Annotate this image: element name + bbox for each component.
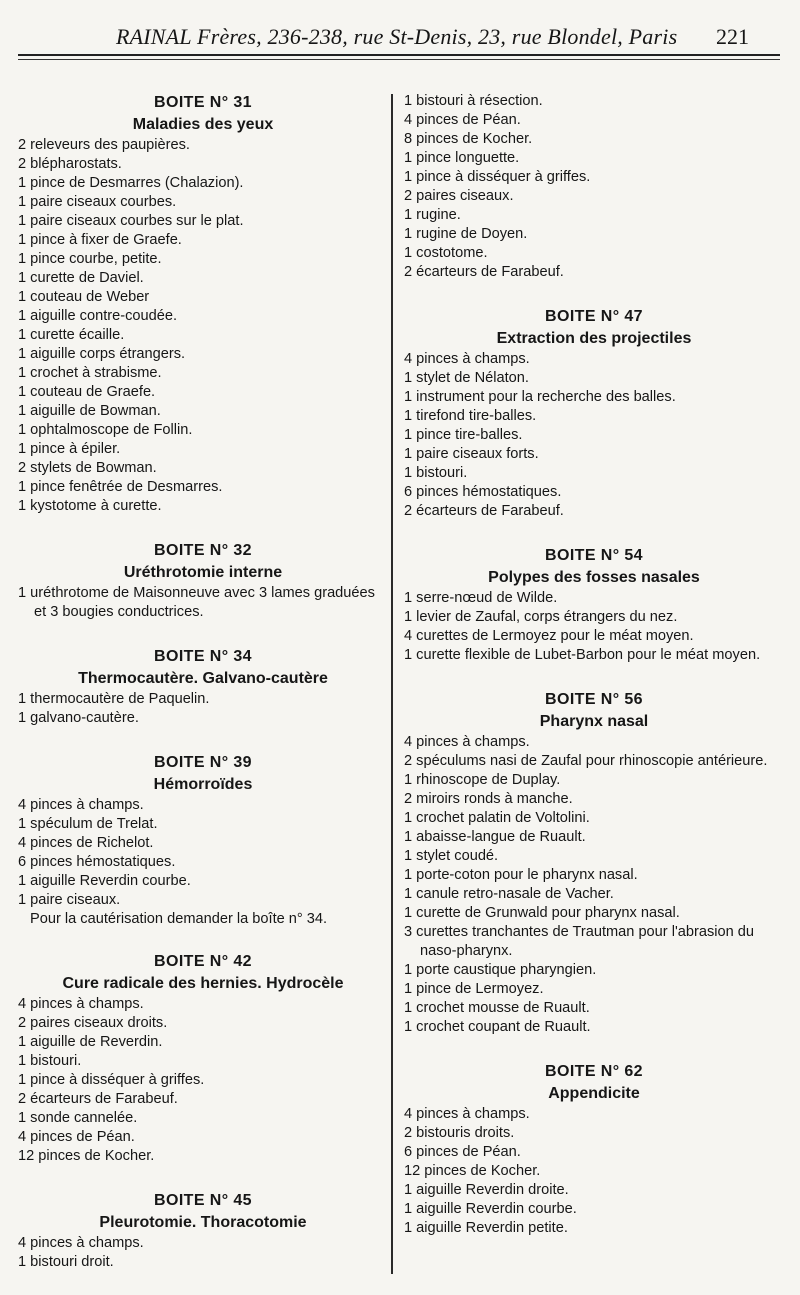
box-subtitle: Appendicite	[548, 1085, 640, 1102]
list-item: 1 pince courbe, petite.	[18, 251, 162, 267]
list-item: 1 crochet mousse de Ruault.	[404, 1000, 590, 1016]
list-item: 2 spéculums nasi de Zaufal pour rhinoscopie antérieure.	[404, 753, 768, 769]
box-subtitle: Pharynx nasal	[539, 713, 649, 730]
list-item: 2 miroirs ronds à manche.	[404, 791, 573, 807]
list-item: 2 paires ciseaux.	[404, 188, 514, 204]
list-item: 1 pince à fixer de Graefe.	[18, 232, 182, 248]
list-item: 1 stylet coudé.	[404, 848, 499, 864]
list-item: 1 paire ciseaux.	[18, 892, 121, 908]
box-subtitle: Maladies des yeux	[132, 116, 274, 133]
list-item: 1 porte-coton pour le pharynx nasal.	[404, 867, 638, 883]
item-list	[404, 1105, 784, 1238]
item-list	[404, 589, 784, 665]
box-62	[404, 1061, 784, 1238]
list-item: 1 spéculum de Trelat.	[18, 816, 158, 832]
list-item: 1 paire ciseaux courbes.	[18, 194, 177, 210]
list-item: 1 aiguille corps étrangers.	[18, 346, 186, 362]
list-item: 4 pinces à champs.	[404, 734, 530, 750]
list-item: 1 galvano-cautère.	[18, 710, 139, 726]
box-45	[18, 1190, 388, 1272]
box-subtitle: Uréthrotomie interne	[123, 564, 283, 581]
item-list	[18, 690, 388, 728]
list-item: 1 paire ciseaux forts.	[404, 446, 539, 462]
list-item: 1 aiguille Reverdin courbe.	[404, 1201, 577, 1217]
item-list	[18, 584, 388, 622]
list-item: 1 pince de Lermoyez.	[404, 981, 544, 997]
list-item: 2 paires ciseaux droits.	[18, 1015, 168, 1031]
list-item: 1 rugine de Doyen.	[404, 226, 528, 242]
list-item: 1 tirefond tire-balles.	[404, 408, 537, 424]
item-list	[404, 92, 784, 282]
running-title: RAINAL Frères, 236-238, rue St-Denis, 23, rue Blondel, Paris	[116, 24, 678, 49]
box-subtitle: Pleurotomie. Thoracotomie	[99, 1214, 307, 1231]
box-subtitle: Polypes des fosses nasales	[488, 569, 700, 586]
item-list	[18, 136, 388, 516]
list-item: 1 uréthrotome de Maisonneuve avec 3 lames graduées et 3 bougies conductrices.	[18, 585, 375, 620]
box-title: BOITE N° 32	[154, 542, 252, 559]
box-54	[404, 545, 784, 665]
list-item: 1 pince longuette.	[404, 150, 520, 166]
list-item: 1 aiguille Reverdin petite.	[404, 1220, 568, 1236]
list-item: 1 ophtalmoscope de Follin.	[18, 422, 193, 438]
box-45-continued	[404, 92, 784, 282]
list-item: 1 aiguille contre-coudée.	[18, 308, 178, 324]
box-title: BOITE N° 56	[545, 691, 643, 708]
list-item: 1 pince fenêtrée de Desmarres.	[18, 479, 223, 495]
box-title: BOITE N° 45	[154, 1192, 252, 1209]
list-item: 4 curettes de Lermoyez pour le méat moyen.	[404, 628, 694, 644]
list-item: 6 pinces hémostatiques.	[404, 484, 562, 500]
header-rule-thin	[18, 59, 780, 60]
list-item: 1 curette de Grunwald pour pharynx nasal.	[404, 905, 680, 921]
list-item: 1 rhinoscope de Duplay.	[404, 772, 561, 788]
list-item: 4 pinces de Péan.	[18, 1129, 135, 1145]
item-list	[404, 733, 784, 1037]
list-item: 1 bistouri.	[18, 1053, 82, 1069]
box-subtitle: Extraction des projectiles	[496, 330, 692, 347]
list-item: 4 pinces à champs.	[404, 1106, 530, 1122]
list-item: 4 pinces de Péan.	[404, 112, 521, 128]
item-list	[18, 1234, 388, 1272]
column-divider	[391, 94, 393, 1274]
right-column	[404, 92, 784, 1238]
box-39	[18, 752, 388, 929]
list-item: 1 crochet à strabisme.	[18, 365, 162, 381]
list-item: 2 stylets de Bowman.	[18, 460, 157, 476]
list-item: 1 rugine.	[404, 207, 461, 223]
list-item: 1 pince à épiler.	[18, 441, 121, 457]
box-title: BOITE N° 62	[545, 1063, 643, 1080]
list-item: 1 crochet palatin de Voltolini.	[404, 810, 590, 826]
list-item: 4 pinces à champs.	[404, 351, 530, 367]
item-list	[404, 350, 784, 521]
list-item: 1 pince à disséquer à griffes.	[18, 1072, 205, 1088]
list-item: 1 costotome.	[404, 245, 488, 261]
list-item: 1 pince à disséquer à griffes.	[404, 169, 591, 185]
list-item: 1 porte caustique pharyngien.	[404, 962, 597, 978]
list-item: 1 abaisse-langue de Ruault.	[404, 829, 586, 845]
list-item: 12 pinces de Kocher.	[18, 1148, 155, 1164]
list-item: 1 aiguille de Bowman.	[18, 403, 161, 419]
box-subtitle: Hémorroïdes	[153, 776, 253, 793]
box-title: BOITE N° 34	[154, 648, 252, 665]
box-subtitle: Thermocautère. Galvano-cautère	[78, 670, 328, 687]
box-note: Pour la cautérisation demander la boîte n° 34.	[30, 911, 328, 927]
header-rule	[18, 54, 780, 56]
list-item: 1 bistouri droit.	[18, 1254, 114, 1270]
list-item: 1 curette écaille.	[18, 327, 125, 343]
list-item: 1 stylet de Nélaton.	[404, 370, 529, 386]
list-item: 2 écarteurs de Farabeuf.	[404, 264, 564, 280]
list-item: 4 pinces à champs.	[18, 797, 144, 813]
list-item: 4 pinces de Richelot.	[18, 835, 154, 851]
list-item: 1 instrument pour la recherche des balles.	[404, 389, 676, 405]
list-item: 1 aiguille de Reverdin.	[18, 1034, 163, 1050]
list-item: 2 écarteurs de Farabeuf.	[404, 503, 564, 519]
list-item: 1 aiguille Reverdin droite.	[404, 1182, 569, 1198]
box-title: BOITE N° 39	[154, 754, 252, 771]
box-title: BOITE N° 54	[545, 547, 643, 564]
box-title: BOITE N° 47	[545, 308, 643, 325]
page-header	[0, 18, 800, 58]
list-item: 3 curettes tranchantes de Trautman pour l'abrasion du naso-pharynx.	[404, 924, 755, 959]
list-item: 8 pinces de Kocher.	[404, 131, 533, 147]
box-56	[404, 689, 784, 1037]
list-item: 1 bistouri à résection.	[404, 93, 543, 109]
box-34	[18, 646, 388, 728]
list-item: 1 sonde cannelée.	[18, 1110, 138, 1126]
list-item: 1 bistouri.	[404, 465, 468, 481]
list-item: 2 blépharostats.	[18, 156, 122, 172]
box-31	[18, 92, 388, 516]
item-list	[18, 796, 388, 910]
list-item: 1 aiguille Reverdin courbe.	[18, 873, 191, 889]
list-item: 2 releveurs des paupières.	[18, 137, 190, 153]
box-47	[404, 306, 784, 521]
list-item: 2 écarteurs de Farabeuf.	[18, 1091, 178, 1107]
list-item: 1 paire ciseaux courbes sur le plat.	[18, 213, 244, 229]
list-item: 1 curette de Daviel.	[18, 270, 144, 286]
list-item: 1 curette flexible de Lubet-Barbon pour le méat moyen.	[404, 647, 761, 663]
list-item: 4 pinces à champs.	[18, 1235, 144, 1251]
list-item: 2 bistouris droits.	[404, 1125, 515, 1141]
box-title: BOITE N° 42	[154, 953, 252, 970]
list-item: 1 kystotome à curette.	[18, 498, 162, 514]
list-item: 6 pinces hémostatiques.	[18, 854, 176, 870]
list-item: 1 levier de Zaufal, corps étrangers du nez.	[404, 609, 678, 625]
list-item: 1 pince de Desmarres (Chalazion).	[18, 175, 244, 191]
list-item: 1 pince tire-balles.	[404, 427, 523, 443]
list-item: 6 pinces de Péan.	[404, 1144, 521, 1160]
box-32	[18, 540, 388, 622]
list-item: 1 serre-nœud de Wilde.	[404, 590, 558, 606]
box-subtitle: Cure radicale des hernies. Hydrocèle	[62, 975, 344, 992]
box-title: BOITE N° 31	[154, 94, 252, 111]
list-item: 1 couteau de Weber	[18, 289, 150, 305]
box-42	[18, 951, 388, 1166]
list-item: 4 pinces à champs.	[18, 996, 144, 1012]
list-item: 1 canule retro-nasale de Vacher.	[404, 886, 614, 902]
list-item: 1 crochet coupant de Ruault.	[404, 1019, 591, 1035]
left-column	[18, 92, 388, 1272]
list-item: 12 pinces de Kocher.	[404, 1163, 541, 1179]
list-item: 1 couteau de Graefe.	[18, 384, 156, 400]
item-list	[18, 995, 388, 1166]
list-item: 1 thermocautère de Paquelin.	[18, 691, 210, 707]
page-number: 221	[716, 24, 749, 49]
